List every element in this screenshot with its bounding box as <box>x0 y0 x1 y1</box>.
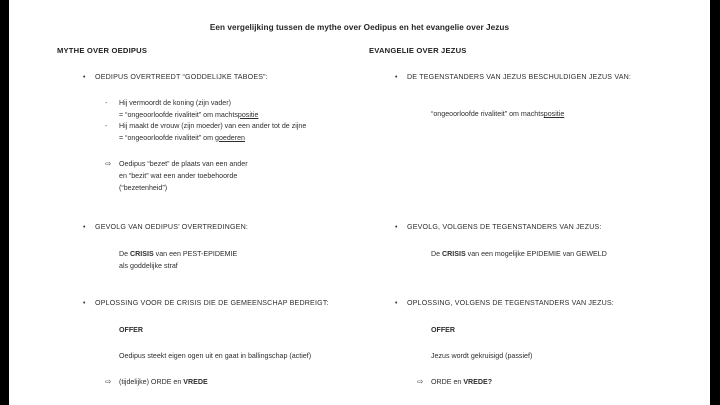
bullet-icon: • <box>395 224 398 231</box>
left-s3-offer <box>57 324 387 336</box>
right-s2-line1-bold: CRISIS <box>442 250 466 258</box>
left-s1-item1-line2 <box>119 110 387 122</box>
left-s2-line2: als goddelijke straf <box>119 262 178 270</box>
left-s3-arrow-row <box>57 376 387 388</box>
left-s2-bullet-row <box>57 222 387 233</box>
left-section-1 <box>57 72 387 83</box>
left-s2-detail <box>57 248 387 272</box>
slide-title: Een vergelijking tussen de mythe over Oedipus en het evangelie over Jezus <box>209 23 510 32</box>
left-s1-dash-row-2 <box>57 121 387 144</box>
left-s3-bullet-row <box>57 298 387 309</box>
right-s2-line1-pre: De <box>431 250 443 258</box>
left-s1-arrow-row <box>57 158 387 194</box>
left-s3-offer-label: OFFER <box>119 326 144 334</box>
bullet-icon: • <box>395 300 398 307</box>
right-s3-offer <box>369 324 699 336</box>
right-section-3 <box>369 298 699 309</box>
letterbox-bar-right <box>710 0 720 405</box>
dash-icon: - <box>105 122 108 130</box>
left-s1-bullet-row <box>57 72 387 83</box>
right-s1-bullet-row <box>369 72 699 83</box>
left-s2-line1 <box>119 248 387 260</box>
left-s3-arrow-pre: (tijdelijke) ORDE en <box>119 378 184 386</box>
right-s3-arrow-text <box>431 376 699 388</box>
dash-icon: - <box>105 99 108 107</box>
left-s1-arrow-line3: (“bezetenheid”) <box>119 184 168 192</box>
right-s3-bullet-row <box>369 298 699 309</box>
left-s3-arrow <box>57 376 387 388</box>
left-s2-line1-pre: De <box>119 250 131 258</box>
right-s2-line1 <box>431 248 699 260</box>
left-s2-line1-bold: CRISIS <box>130 250 154 258</box>
column-left-header: MYTHE OVER OEDIPUS <box>57 46 148 55</box>
left-s1-item2-line2-pre: = “ongeoorloofde rivaliteit” om <box>119 133 216 142</box>
right-section-2 <box>369 222 699 233</box>
right-s2-detail-text <box>369 248 699 260</box>
left-s1-item1-line2-underlined: positie <box>237 110 259 119</box>
left-s2-line1-post: van een PEST-EPIDEMIE <box>153 250 238 258</box>
column-right-header: EVANGELIE OVER JEZUS <box>369 46 467 55</box>
left-s1-item2-line2-underlined: goederen <box>215 133 245 142</box>
right-s3-offer-label: OFFER <box>431 326 456 334</box>
left-s3-arrow-text <box>119 376 387 388</box>
arrow-right-icon: ⇨ <box>105 377 112 386</box>
right-s1-line-pre: “ongeoorloofde rivaliteit” om machts <box>431 110 544 118</box>
right-s1-bullet-label: DE TEGENSTANDERS VAN JEZUS BESCHULDIGEN JEZUS VAN: <box>407 73 632 81</box>
left-section-2 <box>57 222 387 233</box>
column-left-mythe-oedipus <box>57 46 387 386</box>
left-s1-dash-row-1 <box>57 98 387 121</box>
arrow-right-icon: ⇨ <box>105 159 112 168</box>
right-section-1 <box>369 72 699 83</box>
column-right-evangelie-jezus <box>369 46 699 386</box>
left-s2-bullet-label: GEVOLG VAN OEDIPUS’ OVERTREDINGEN: <box>95 223 249 231</box>
right-s3-arrow-pre: ORDE en <box>431 378 464 386</box>
right-s2-line1-post: van een mogelijke EPIDEMIE van GEWELD <box>465 250 607 258</box>
left-s1-arrow-line2: en “bezit” wat een ander toebehoorde <box>119 172 238 180</box>
left-s1-item1-line2-pre: = “ongeoorloofde rivaliteit” om machts <box>119 110 238 119</box>
left-s1-arrow-line1: Oedipus “bezet” de plaats van een ander <box>119 160 248 168</box>
right-s2-bullet-label: GEVOLG, VOLGENS DE TEGENSTANDERS VAN JEZUS: <box>407 223 602 231</box>
left-s1-arrow-conclusion <box>57 158 387 194</box>
left-section-3 <box>57 298 387 309</box>
slide-canvas <box>9 0 710 405</box>
right-s3-detail-text: Jezus wordt gekruisigd (passief) <box>431 352 533 360</box>
left-s3-detail <box>57 350 387 362</box>
left-s1-item2-line2 <box>119 133 387 145</box>
bullet-icon: • <box>83 74 86 81</box>
bullet-icon: • <box>395 74 398 81</box>
arrow-right-icon: ⇨ <box>417 377 424 386</box>
left-s2-detail-text <box>57 248 387 272</box>
letterbox-bar-left <box>0 0 9 405</box>
left-s3-bullet-label: OPLOSSING VOOR DE CRISIS DIE DE GEMEENSCHAP BEDREIGT: <box>95 299 329 307</box>
bullet-icon: • <box>83 300 86 307</box>
right-s3-detail <box>369 350 699 362</box>
right-s1-line-underlined: positie <box>543 110 565 118</box>
left-s1-item2-line1: Hij maakt de vrouw (zijn moeder) van een ander tot de zijne <box>119 122 307 130</box>
right-s2-bullet-row <box>369 222 699 233</box>
right-s2-detail <box>369 248 699 260</box>
right-s1-detail-text <box>369 108 699 120</box>
left-s1-item1-line1: Hij vermoordt de koning (zijn vader) <box>119 99 231 107</box>
right-s3-bullet-label: OPLOSSING, VOLGENS DE TEGENSTANDERS VAN JEZUS: <box>407 299 614 307</box>
right-s1-detail <box>369 108 699 120</box>
bullet-icon: • <box>83 224 86 231</box>
left-s1-dash-item-2 <box>57 121 387 144</box>
right-s3-arrow-row <box>369 376 699 388</box>
left-s1-dash-item-1 <box>57 98 387 121</box>
left-s3-arrow-bold: VREDE <box>183 378 208 386</box>
left-s1-bullet-label: OEDIPUS OVERTREEDT “GODDELIJKE TABOES”: <box>95 73 268 81</box>
right-s3-arrow-bold: VREDE? <box>463 378 493 386</box>
left-s3-detail-text: Oedipus steekt eigen ogen uit en gaat in ballingschap (actief) <box>119 352 312 360</box>
right-s3-arrow <box>369 376 699 388</box>
